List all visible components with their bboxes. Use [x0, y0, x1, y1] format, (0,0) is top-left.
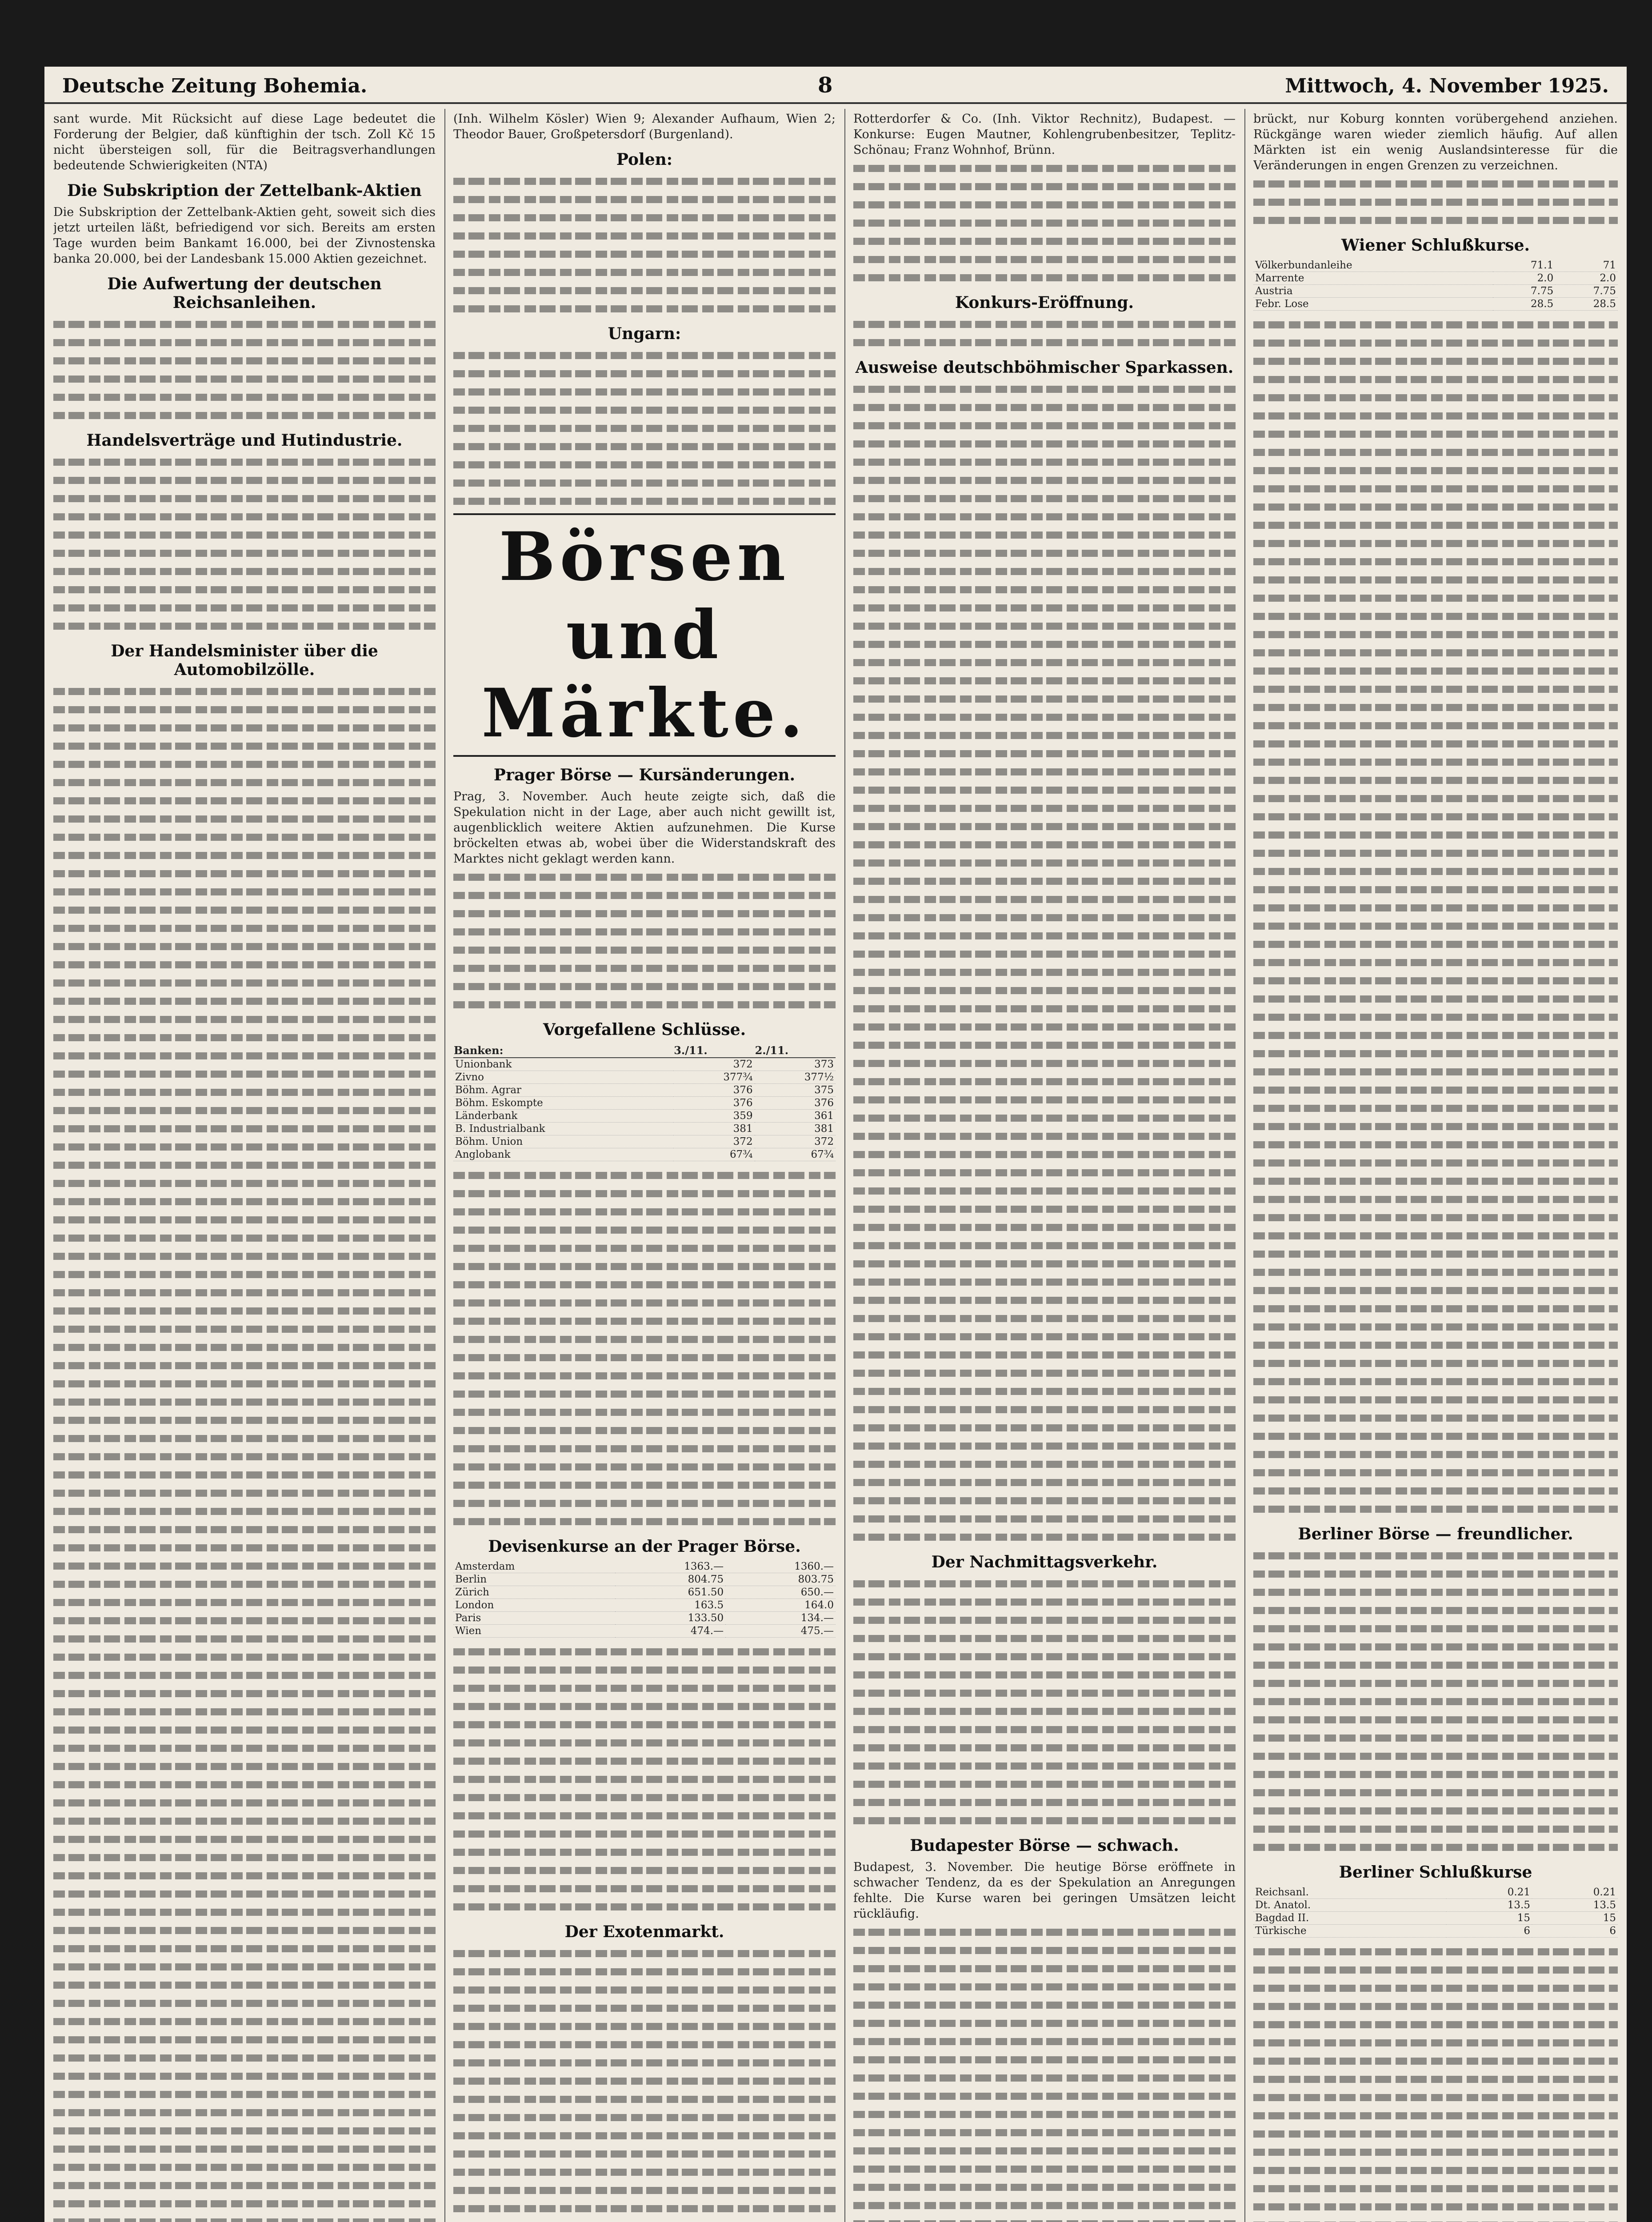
table-cell-value: 7.75 [1555, 285, 1618, 298]
table-cell-value: 361 [755, 1110, 836, 1123]
table-cell-value: 804.75 [615, 1573, 725, 1586]
table-cell-name: Bagdad II. [1253, 1912, 1446, 1925]
table-cell-value: 359 [673, 1110, 754, 1123]
table-row [1253, 1899, 1618, 1912]
table-cell-value: 372 [755, 1135, 836, 1148]
table-row [1253, 272, 1618, 285]
table-cell-value: 13.5 [1446, 1899, 1532, 1912]
article-text: sant wurde. Mit Rücksicht auf diese Lage bedeutet die Forderung der Belgier, daß künftighin der tsch. Zoll Kč 15 nicht übersteigen soll, für die Beitragsverhandlungen bedeutende Schwierigkeiten (NTA) [53, 112, 436, 172]
column-1 [53, 111, 436, 2222]
table-cell-value: 651.50 [615, 1586, 725, 1599]
table-cell-name: Völkerbundanleihe [1253, 259, 1493, 272]
table-cell-value: 376 [755, 1097, 836, 1110]
newspaper-page [44, 67, 1627, 2222]
article-text: Die Subskription der Zettelbank-Aktien geht, soweit sich dies jetzt urteilen läßt, befriedigend vor sich. Bereits am ersten Tage wurden beim Bankamt 16.000, bei der Zivnostenska banka 20.000, bei der Landesbank 15.000 Aktien gezeichnet. [53, 205, 436, 266]
section-heading: Prager Börse — Kursänderungen. [493, 766, 796, 784]
table-row [1253, 259, 1618, 272]
table-cell-value: 164.0 [725, 1599, 836, 1612]
table-cell-value: 28.5 [1555, 298, 1618, 311]
table-cell-name: Berlin [453, 1573, 615, 1586]
table-cell-value: 376 [673, 1097, 754, 1110]
table-row [453, 1058, 836, 1071]
table-cell-name: Paris [453, 1612, 615, 1625]
section-heading: Ausweise deutschböhmischer Sparkassen. [855, 358, 1234, 377]
table-cell-value: 67¾ [755, 1148, 836, 1161]
table-row [1253, 285, 1618, 298]
issue-date: Mittwoch, 4. November 1925. [1285, 75, 1609, 97]
markets-title: Börsen und Märkte. [453, 513, 836, 757]
table-cell-value: 474.— [615, 1625, 725, 1638]
table-cell-value: 381 [673, 1123, 754, 1135]
section-heading: Der Nachmittagsverkehr. [931, 1553, 1158, 1571]
table-cell-name: Zürich [453, 1586, 615, 1599]
table-cell-value: 7.75 [1493, 285, 1556, 298]
table-cell-name: Austria [1253, 285, 1493, 298]
section-heading: Vorgefallene Schlüsse. [543, 1020, 746, 1039]
section-heading: Wiener Schlußkurse. [1341, 236, 1530, 255]
table-cell-name: Böhm. Agrar [453, 1084, 673, 1097]
article-text: Prag, 3. November. Auch heute zeigte sich, daß die Spekulation nicht in der Lage, aber auch nicht gewillt ist, augenblicklich weitere Aktien aufzunehmen. Die Kurse bröckelten etwas ab, wobei über die Widerstandskraft des Marktes nicht geklagt werden kann. [453, 790, 836, 866]
table-cell-value: 803.75 [725, 1573, 836, 1586]
article-text: Budapest, 3. November. Die heutige Börse eröffnete in schwacher Tendenz, da es der Spekulation an Anregungen fehlte. Die Kurse waren bei geringen Umsätzen leicht rückläufig. [853, 1860, 1236, 1921]
table-cell-name: Türkische [1253, 1925, 1446, 1938]
table-cell-name: Unionbank [453, 1058, 673, 1071]
table-cell-value: 15 [1446, 1912, 1532, 1925]
table-cell-name: Böhm. Eskompte [453, 1097, 673, 1110]
table-cell-value: 373 [755, 1058, 836, 1071]
table-cell-value: 376 [673, 1084, 754, 1097]
table-cell-value: 377¾ [673, 1071, 754, 1084]
page-number: 8 [818, 73, 833, 98]
table-row [453, 1071, 836, 1084]
table-cell-value: 71.1 [1493, 259, 1556, 272]
table-cell-value: 67¾ [673, 1148, 754, 1161]
table-cell-name: Wien [453, 1625, 615, 1638]
table-row [453, 1625, 836, 1638]
section-heading: Berliner Börse — freundlicher. [1298, 1525, 1573, 1543]
masthead: Deutsche Zeitung Bohemia. [62, 75, 368, 97]
table-cell-value: 372 [673, 1058, 754, 1071]
table-cell-name: Amsterdam [453, 1560, 615, 1573]
section-heading: Der Exotenmarkt. [564, 1922, 724, 1941]
column-2 [453, 111, 836, 2222]
banks-table: Banken: 3./11. 2./11. Unionbank 372 373 Zivno 377¾ 377½ Böhm. Agrar 376 375 Böhm. Eskompte 376 376 Länderbank 359 361 B. Industrialbank 381 381 Böhm. Union 372 372 Anglobank 67¾ 67¾ [453, 1043, 836, 1161]
table-row [1253, 298, 1618, 311]
section-heading: Die Subskription der Zettelbank-Aktien [67, 181, 422, 200]
section-heading: Berliner Schlußkurse [1339, 1863, 1532, 1882]
table-cell-name: Marrente [1253, 272, 1493, 285]
devisen-table [453, 1560, 836, 1638]
table-cell-value: 2.0 [1555, 272, 1618, 285]
section-heading: Ungarn: [608, 324, 681, 343]
page-header [44, 67, 1627, 104]
table-cell-value: 375 [755, 1084, 836, 1097]
column-4 [1253, 111, 1618, 2222]
table-row [1253, 1912, 1618, 1925]
table-header: Banken: [453, 1043, 673, 1058]
section-heading: Handelsverträge und Hutindustrie. [86, 431, 403, 450]
table-cell-value: 1363.— [615, 1560, 725, 1573]
section-heading: Polen: [616, 150, 673, 169]
column-rule [844, 109, 845, 2222]
table-cell-value: 0.21 [1446, 1886, 1532, 1899]
table-row [1253, 1925, 1618, 1938]
table-row [453, 1097, 836, 1110]
column-3 [853, 111, 1236, 2222]
table-cell-name: Febr. Lose [1253, 298, 1493, 311]
table-cell-value: 377½ [755, 1071, 836, 1084]
table-row [453, 1612, 836, 1625]
table-cell-value: 6 [1532, 1925, 1618, 1938]
vienna-table [1253, 259, 1618, 311]
table-row [453, 1573, 836, 1586]
table-row [453, 1110, 836, 1123]
table-cell-value: 28.5 [1493, 298, 1556, 311]
table-cell-value: 0.21 [1532, 1886, 1618, 1899]
table-row [453, 1599, 836, 1612]
table-cell-value: 372 [673, 1135, 754, 1148]
table-row [453, 1123, 836, 1135]
berlin-table [1253, 1886, 1618, 1938]
table-cell-name: Anglobank [453, 1148, 673, 1161]
table-cell-name: Zivno [453, 1071, 673, 1084]
section-heading: Devisenkurse an der Prager Börse. [488, 1537, 801, 1556]
section-heading: Budapester Börse — schwach. [910, 1836, 1179, 1855]
table-cell-value: 163.5 [615, 1599, 725, 1612]
table-cell-value: 381 [755, 1123, 836, 1135]
table-cell-value: 6 [1446, 1925, 1532, 1938]
column-rule [1244, 109, 1245, 2222]
article-text: (Inh. Wilhelm Kösler) Wien 9; Alexander Aufhaum, Wien 2; Theodor Bauer, Großpetersdorf (Burgenland). [453, 112, 836, 141]
column-rule [444, 109, 445, 2222]
table-cell-name: Reichsanl. [1253, 1886, 1446, 1899]
table-cell-name: Böhm. Union [453, 1135, 673, 1148]
table-cell-value: 13.5 [1532, 1899, 1618, 1912]
table-row [453, 1586, 836, 1599]
table-cell-value: 2.0 [1493, 272, 1556, 285]
table-cell-name: London [453, 1599, 615, 1612]
table-row [453, 1148, 836, 1161]
section-heading: Konkurs-Eröffnung. [955, 293, 1134, 312]
table-row [453, 1084, 836, 1097]
table-cell-name: Dt. Anatol. [1253, 1899, 1446, 1912]
table-cell-name: B. Industrialbank [453, 1123, 673, 1135]
article-text: Rotterdorfer & Co. (Inh. Viktor Rechnitz), Budapest. — Konkurse: Eugen Mautner, Kohlengrubenbesitzer, Teplitz-Schönau; Franz Wohnhof, Brünn. [853, 112, 1236, 157]
table-cell-value: 133.50 [615, 1612, 725, 1625]
table-row [453, 1135, 836, 1148]
article-text: brückt, nur Koburg konnten vorübergehend anziehen. Rückgänge waren wieder ziemlich häufig. Auf allen Märkten ist ein wenig Auslandsinteresse für die Veränderungen in engen Grenzen zu verzeichnen. [1253, 112, 1618, 172]
section-heading: Der Handelsminister über die Automobilzölle. [111, 642, 378, 679]
section-heading: Die Aufwertung der deutschen Reichsanleihen. [107, 275, 382, 312]
table-row [453, 1560, 836, 1573]
table-cell-value: 1360.— [725, 1560, 836, 1573]
table-cell-value: 71 [1555, 259, 1618, 272]
table-cell-value: 475.— [725, 1625, 836, 1638]
table-cell-value: 650.— [725, 1586, 836, 1599]
table-cell-name: Länderbank [453, 1110, 673, 1123]
table-cell-value: 134.— [725, 1612, 836, 1625]
table-row [1253, 1886, 1618, 1899]
table-cell-value: 15 [1532, 1912, 1618, 1925]
